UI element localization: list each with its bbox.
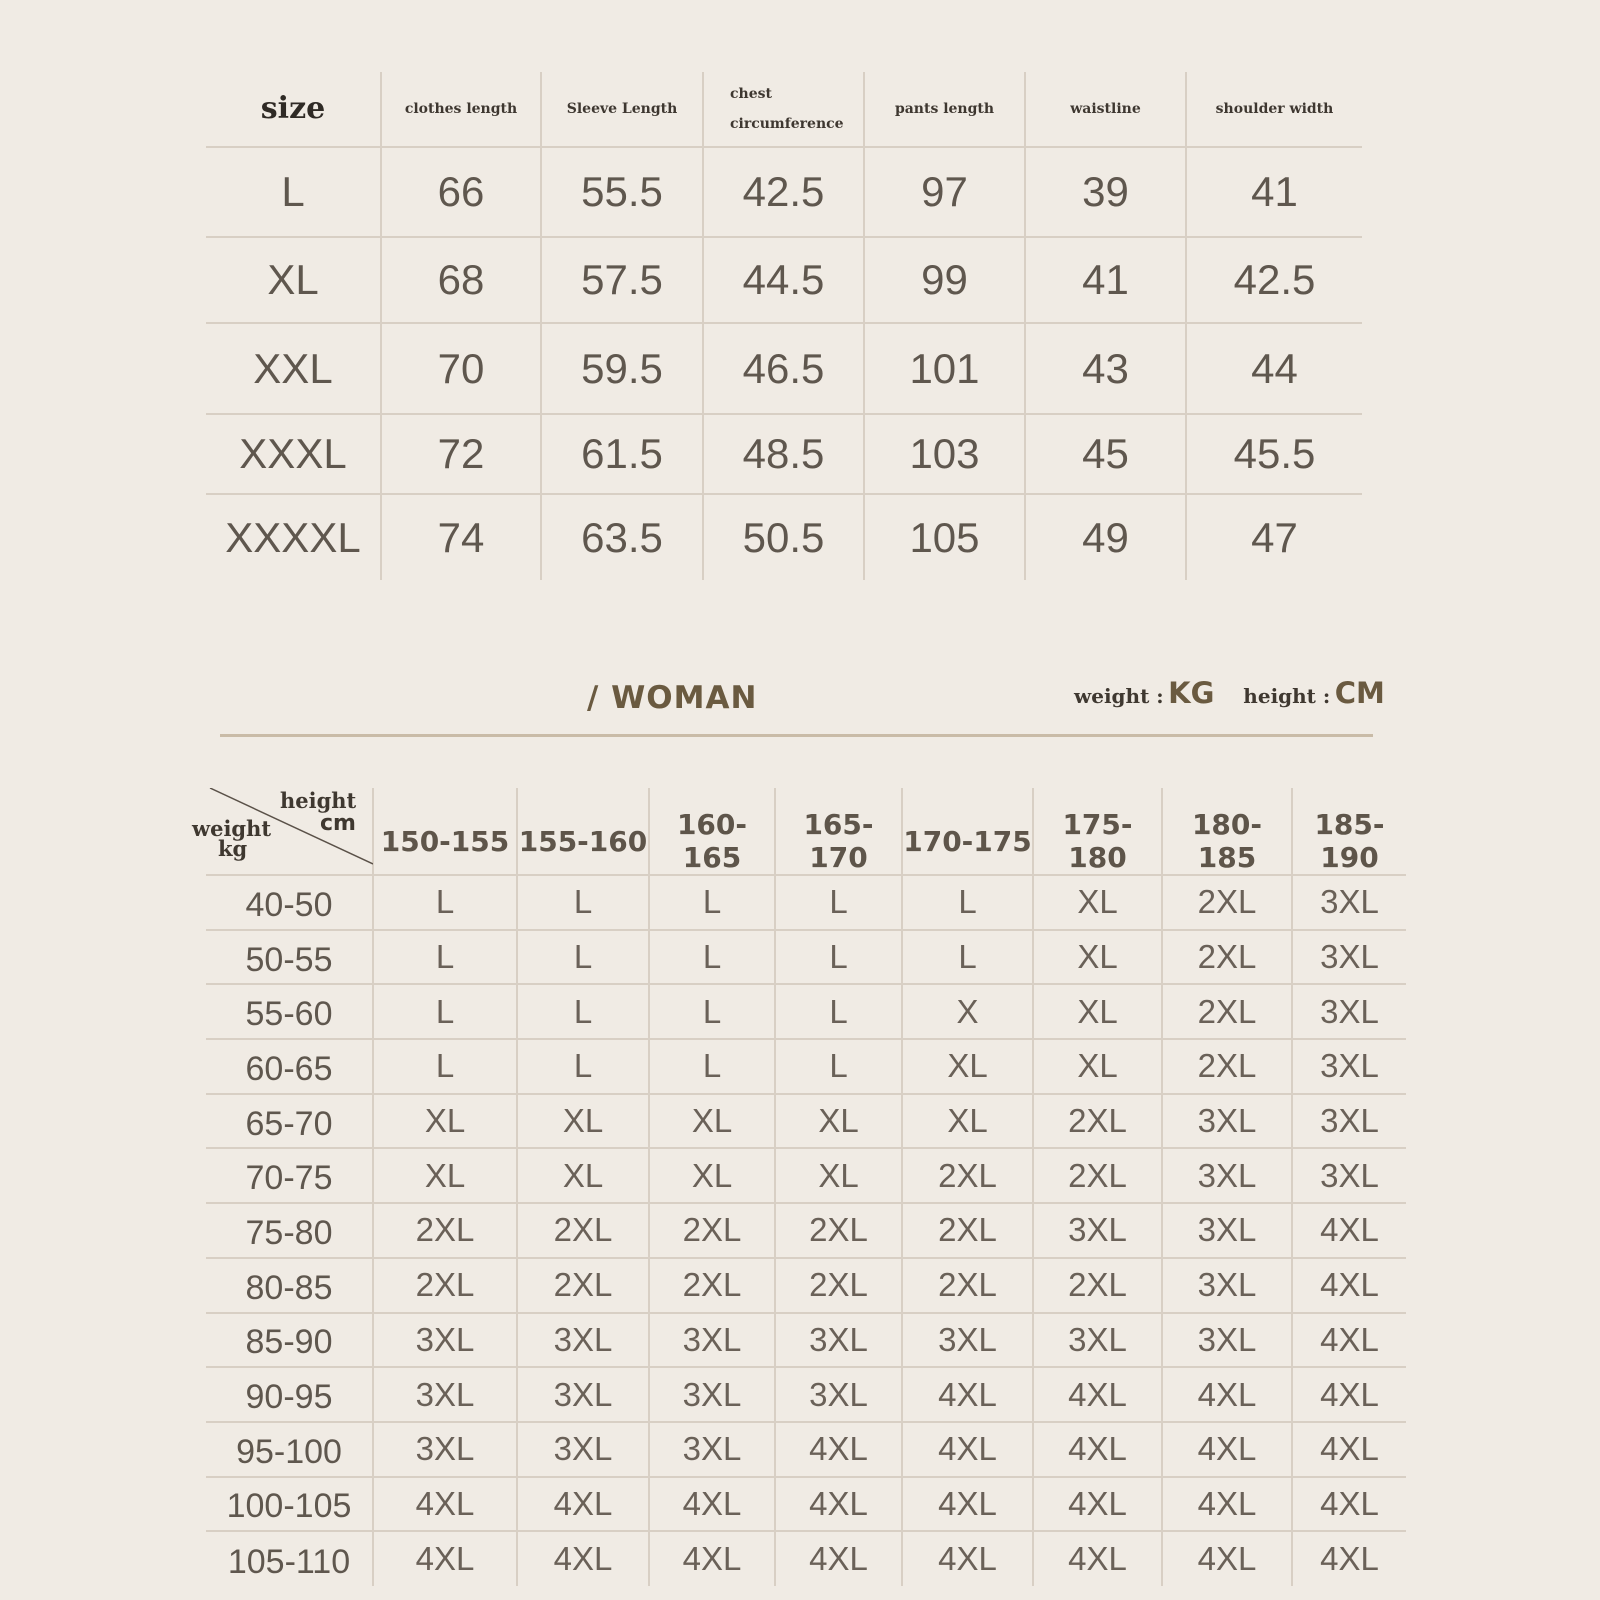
section-divider	[220, 734, 1373, 737]
measurement-cell: 42.5	[1186, 237, 1362, 323]
header-waistline: waistline	[1025, 72, 1186, 147]
recommended-size-cell: XL	[373, 1148, 517, 1203]
recommended-size-cell: 4XL	[1033, 1531, 1162, 1586]
recommended-size-cell: L	[517, 930, 649, 985]
measurement-cell: 43	[1025, 323, 1186, 414]
measurement-cell: 41	[1186, 147, 1362, 237]
recommended-size-cell: XL	[1033, 930, 1162, 985]
recommended-size-cell: 3XL	[775, 1367, 902, 1422]
recommended-size-cell: 3XL	[775, 1313, 902, 1368]
header-sleeve-length: Sleeve Length	[541, 72, 703, 147]
weight-range-cell: 75-80	[206, 1203, 373, 1258]
recommended-size-cell: 2XL	[1033, 1148, 1162, 1203]
recommended-size-cell: 3XL	[902, 1313, 1033, 1368]
grid-row	[206, 875, 1406, 930]
corner-height-unit: cm	[320, 811, 356, 836]
recommended-size-cell: XL	[775, 1148, 902, 1203]
recommended-size-cell: 2XL	[1162, 875, 1292, 930]
recommended-size-cell: 3XL	[1292, 1039, 1406, 1094]
recommended-size-cell: XL	[373, 1094, 517, 1149]
weight-unit-value: KG	[1168, 676, 1215, 710]
weight-range-cell: 40-50	[206, 875, 373, 930]
weight-range-cell: 85-90	[206, 1313, 373, 1368]
grid-row	[206, 1422, 1406, 1477]
recommended-size-cell: 3XL	[649, 1313, 775, 1368]
height-range-header: 175-180	[1033, 788, 1162, 875]
recommended-size-cell: 2XL	[1162, 984, 1292, 1039]
recommended-size-cell: 4XL	[1162, 1422, 1292, 1477]
weight-range-cell: 80-85	[206, 1258, 373, 1313]
recommended-size-cell: L	[373, 930, 517, 985]
recommended-size-cell: 2XL	[902, 1258, 1033, 1313]
recommended-size-cell: 4XL	[902, 1422, 1033, 1477]
recommended-size-cell: L	[775, 1039, 902, 1094]
height-range-header: 185-190	[1292, 788, 1406, 875]
recommended-size-cell: 4XL	[1292, 1258, 1406, 1313]
measurement-cell: 61.5	[541, 414, 703, 494]
measurement-cell: 50.5	[703, 494, 864, 580]
recommended-size-cell: 4XL	[373, 1477, 517, 1532]
recommended-size-cell: 3XL	[517, 1313, 649, 1368]
recommended-size-cell: 3XL	[1292, 1148, 1406, 1203]
recommended-size-cell: L	[649, 875, 775, 930]
measurement-cell: 45.5	[1186, 414, 1362, 494]
recommended-size-cell: 4XL	[373, 1531, 517, 1586]
recommended-size-cell: XL	[1033, 1039, 1162, 1094]
recommended-size-cell: 3XL	[1162, 1203, 1292, 1258]
recommended-size-cell: 2XL	[1162, 1039, 1292, 1094]
recommended-size-cell: 4XL	[1033, 1422, 1162, 1477]
measurement-cell: 55.5	[541, 147, 703, 237]
recommended-size-cell: 3XL	[373, 1422, 517, 1477]
recommended-size-cell: L	[373, 984, 517, 1039]
corner-weight-unit: kg	[218, 836, 248, 861]
measurement-cell: 42.5	[703, 147, 864, 237]
grid-row	[206, 1148, 1406, 1203]
height-range-header: 155-160	[517, 788, 649, 875]
recommended-size-cell: XL	[1033, 984, 1162, 1039]
measurement-cell: 70	[381, 323, 541, 414]
weight-range-cell: 100-105	[206, 1477, 373, 1532]
size-chart-row	[206, 494, 1362, 580]
recommended-size-cell: XL	[517, 1148, 649, 1203]
recommended-size-cell: 4XL	[1292, 1531, 1406, 1586]
weight-range-cell: 90-95	[206, 1367, 373, 1422]
recommended-size-cell: 4XL	[1162, 1531, 1292, 1586]
height-range-header: 160-165	[649, 788, 775, 875]
recommended-size-cell: 4XL	[1292, 1203, 1406, 1258]
grid-row	[206, 1313, 1406, 1368]
measurement-cell: 49	[1025, 494, 1186, 580]
recommended-size-cell: 2XL	[1033, 1094, 1162, 1149]
recommended-size-cell: 2XL	[902, 1148, 1033, 1203]
recommended-size-cell: 2XL	[649, 1203, 775, 1258]
weight-range-cell: 70-75	[206, 1148, 373, 1203]
recommended-size-cell: 2XL	[902, 1203, 1033, 1258]
recommended-size-cell: 3XL	[649, 1422, 775, 1477]
recommended-size-cell: 3XL	[649, 1367, 775, 1422]
grid-row	[206, 1094, 1406, 1149]
grid-row	[206, 1531, 1406, 1586]
recommended-size-cell: L	[649, 1039, 775, 1094]
recommended-size-cell: 4XL	[649, 1531, 775, 1586]
recommended-size-cell: 3XL	[1292, 875, 1406, 930]
recommended-size-cell: L	[775, 984, 902, 1039]
recommended-size-cell: 4XL	[517, 1477, 649, 1532]
recommended-size-cell: L	[775, 875, 902, 930]
measurement-cell: 48.5	[703, 414, 864, 494]
recommended-size-cell: L	[517, 1039, 649, 1094]
grid-corner-cell	[192, 788, 373, 875]
recommended-size-cell: X	[902, 984, 1033, 1039]
recommended-size-cell: XL	[517, 1094, 649, 1149]
weight-range-cell: 60-65	[206, 1039, 373, 1094]
measurement-cell: 68	[381, 237, 541, 323]
measurement-cell: 47	[1186, 494, 1362, 580]
recommended-size-cell: 3XL	[1292, 1094, 1406, 1149]
measurement-cell: 45	[1025, 414, 1186, 494]
weight-range-cell: 65-70	[206, 1094, 373, 1149]
measurement-cell: 44.5	[703, 237, 864, 323]
recommended-size-cell: 4XL	[1292, 1422, 1406, 1477]
size-label-cell: XL	[206, 237, 381, 323]
weight-range-cell: 55-60	[206, 984, 373, 1039]
measurement-cell: 41	[1025, 237, 1186, 323]
recommended-size-cell: 3XL	[1162, 1148, 1292, 1203]
recommended-size-cell: 2XL	[373, 1258, 517, 1313]
corner-height-label: height	[280, 788, 357, 813]
recommended-size-cell: 4XL	[517, 1531, 649, 1586]
recommended-size-cell: 2XL	[775, 1258, 902, 1313]
recommended-size-cell: 3XL	[1033, 1203, 1162, 1258]
measurement-cell: 103	[864, 414, 1025, 494]
recommended-size-cell: 4XL	[775, 1422, 902, 1477]
measurement-cell: 97	[864, 147, 1025, 237]
recommended-size-cell: 2XL	[373, 1203, 517, 1258]
recommended-size-cell: 2XL	[1033, 1258, 1162, 1313]
measurement-cell: 59.5	[541, 323, 703, 414]
size-label-cell: XXXXL	[225, 513, 361, 561]
recommended-size-cell: XL	[902, 1094, 1033, 1149]
recommended-size-cell: 3XL	[1162, 1313, 1292, 1368]
measurement-cell: 99	[864, 237, 1025, 323]
recommended-size-cell: 3XL	[1162, 1258, 1292, 1313]
recommended-size-cell: 2XL	[649, 1258, 775, 1313]
recommended-size-cell: L	[775, 930, 902, 985]
recommended-size-cell: 2XL	[775, 1203, 902, 1258]
recommended-size-cell: L	[649, 930, 775, 985]
recommended-size-cell: L	[373, 875, 517, 930]
grid-row	[206, 1367, 1406, 1422]
recommended-size-cell: XL	[649, 1094, 775, 1149]
unit-legend	[1074, 676, 1385, 710]
size-label-cell: L	[206, 147, 381, 237]
grid-row	[206, 1477, 1406, 1532]
size-chart-table	[206, 72, 1362, 580]
height-range-header: 150-155	[373, 788, 517, 875]
recommended-size-cell: L	[902, 875, 1033, 930]
recommended-size-cell: 4XL	[1033, 1477, 1162, 1532]
recommended-size-cell: 2XL	[517, 1258, 649, 1313]
recommended-size-cell: 4XL	[1292, 1367, 1406, 1422]
measurement-cell: 46.5	[703, 323, 864, 414]
grid-row	[206, 984, 1406, 1039]
measurement-cell: 101	[864, 323, 1025, 414]
measurement-cell: 74	[381, 494, 541, 580]
weight-range-cell: 95-100	[206, 1422, 373, 1477]
recommended-size-cell: 3XL	[1033, 1313, 1162, 1368]
header-clothes-length: clothes length	[381, 72, 541, 147]
woman-size-grid	[192, 788, 1406, 1586]
measurement-cell: 66	[381, 147, 541, 237]
height-range-header: 170-175	[902, 788, 1033, 875]
recommended-size-cell: 4XL	[902, 1531, 1033, 1586]
recommended-size-cell: L	[902, 930, 1033, 985]
recommended-size-cell: XL	[775, 1094, 902, 1149]
recommended-size-cell: 4XL	[1292, 1313, 1406, 1368]
measurement-cell: 63.5	[541, 494, 703, 580]
measurement-cell: 57.5	[541, 237, 703, 323]
height-range-header: 165-170	[775, 788, 902, 875]
size-chart-row	[206, 323, 1362, 414]
woman-section-title: / WOMAN	[587, 680, 758, 716]
size-chart-row	[206, 147, 1362, 237]
recommended-size-cell: 4XL	[1162, 1477, 1292, 1532]
header-pants-length: pants length	[864, 72, 1025, 147]
recommended-size-cell: 3XL	[373, 1367, 517, 1422]
weight-range-cell: 105-110	[227, 1542, 351, 1581]
grid-row	[206, 1039, 1406, 1094]
recommended-size-cell: 4XL	[902, 1477, 1033, 1532]
recommended-size-cell: 4XL	[1292, 1477, 1406, 1532]
recommended-size-cell: 4XL	[775, 1531, 902, 1586]
recommended-size-cell: 3XL	[373, 1313, 517, 1368]
height-range-header: 180-185	[1162, 788, 1292, 875]
measurement-cell: 72	[381, 414, 541, 494]
recommended-size-cell: 4XL	[649, 1477, 775, 1532]
recommended-size-cell: 2XL	[517, 1203, 649, 1258]
height-unit-value: CM	[1334, 676, 1385, 710]
weight-range-cell: 50-55	[206, 930, 373, 985]
recommended-size-cell: 4XL	[775, 1477, 902, 1532]
header-chest-circumference: chest circumference	[703, 72, 864, 147]
size-label-cell: XXL	[206, 323, 381, 414]
recommended-size-cell: 3XL	[1292, 930, 1406, 985]
recommended-size-cell: XL	[649, 1148, 775, 1203]
grid-row	[206, 930, 1406, 985]
recommended-size-cell: 2XL	[1162, 930, 1292, 985]
header-size: size	[206, 72, 381, 147]
recommended-size-cell: L	[649, 984, 775, 1039]
grid-header-row	[206, 788, 1406, 875]
recommended-size-cell: 4XL	[902, 1367, 1033, 1422]
recommended-size-cell: XL	[1033, 875, 1162, 930]
recommended-size-cell: 4XL	[1033, 1367, 1162, 1422]
measurement-cell: 105	[864, 494, 1025, 580]
recommended-size-cell: 3XL	[1292, 984, 1406, 1039]
recommended-size-cell: L	[517, 984, 649, 1039]
grid-row	[206, 1203, 1406, 1258]
size-chart-row	[206, 414, 1362, 494]
measurement-cell: 44	[1186, 323, 1362, 414]
recommended-size-cell: 3XL	[1162, 1094, 1292, 1149]
grid-row	[206, 1258, 1406, 1313]
recommended-size-cell: L	[517, 875, 649, 930]
measurement-cell: 39	[1025, 147, 1186, 237]
recommended-size-cell: 3XL	[517, 1367, 649, 1422]
size-chart-header-row	[206, 72, 1362, 147]
size-label-cell: XXXL	[206, 414, 381, 494]
recommended-size-cell: XL	[902, 1039, 1033, 1094]
corner-weight-label: weight	[192, 816, 272, 841]
recommended-size-cell: 3XL	[517, 1422, 649, 1477]
recommended-size-cell: L	[373, 1039, 517, 1094]
height-unit-label: height :	[1243, 684, 1331, 708]
weight-unit-label: weight :	[1074, 684, 1164, 708]
recommended-size-cell: 4XL	[1162, 1367, 1292, 1422]
size-chart-row	[206, 237, 1362, 323]
header-shoulder-width: shoulder width	[1186, 72, 1362, 147]
